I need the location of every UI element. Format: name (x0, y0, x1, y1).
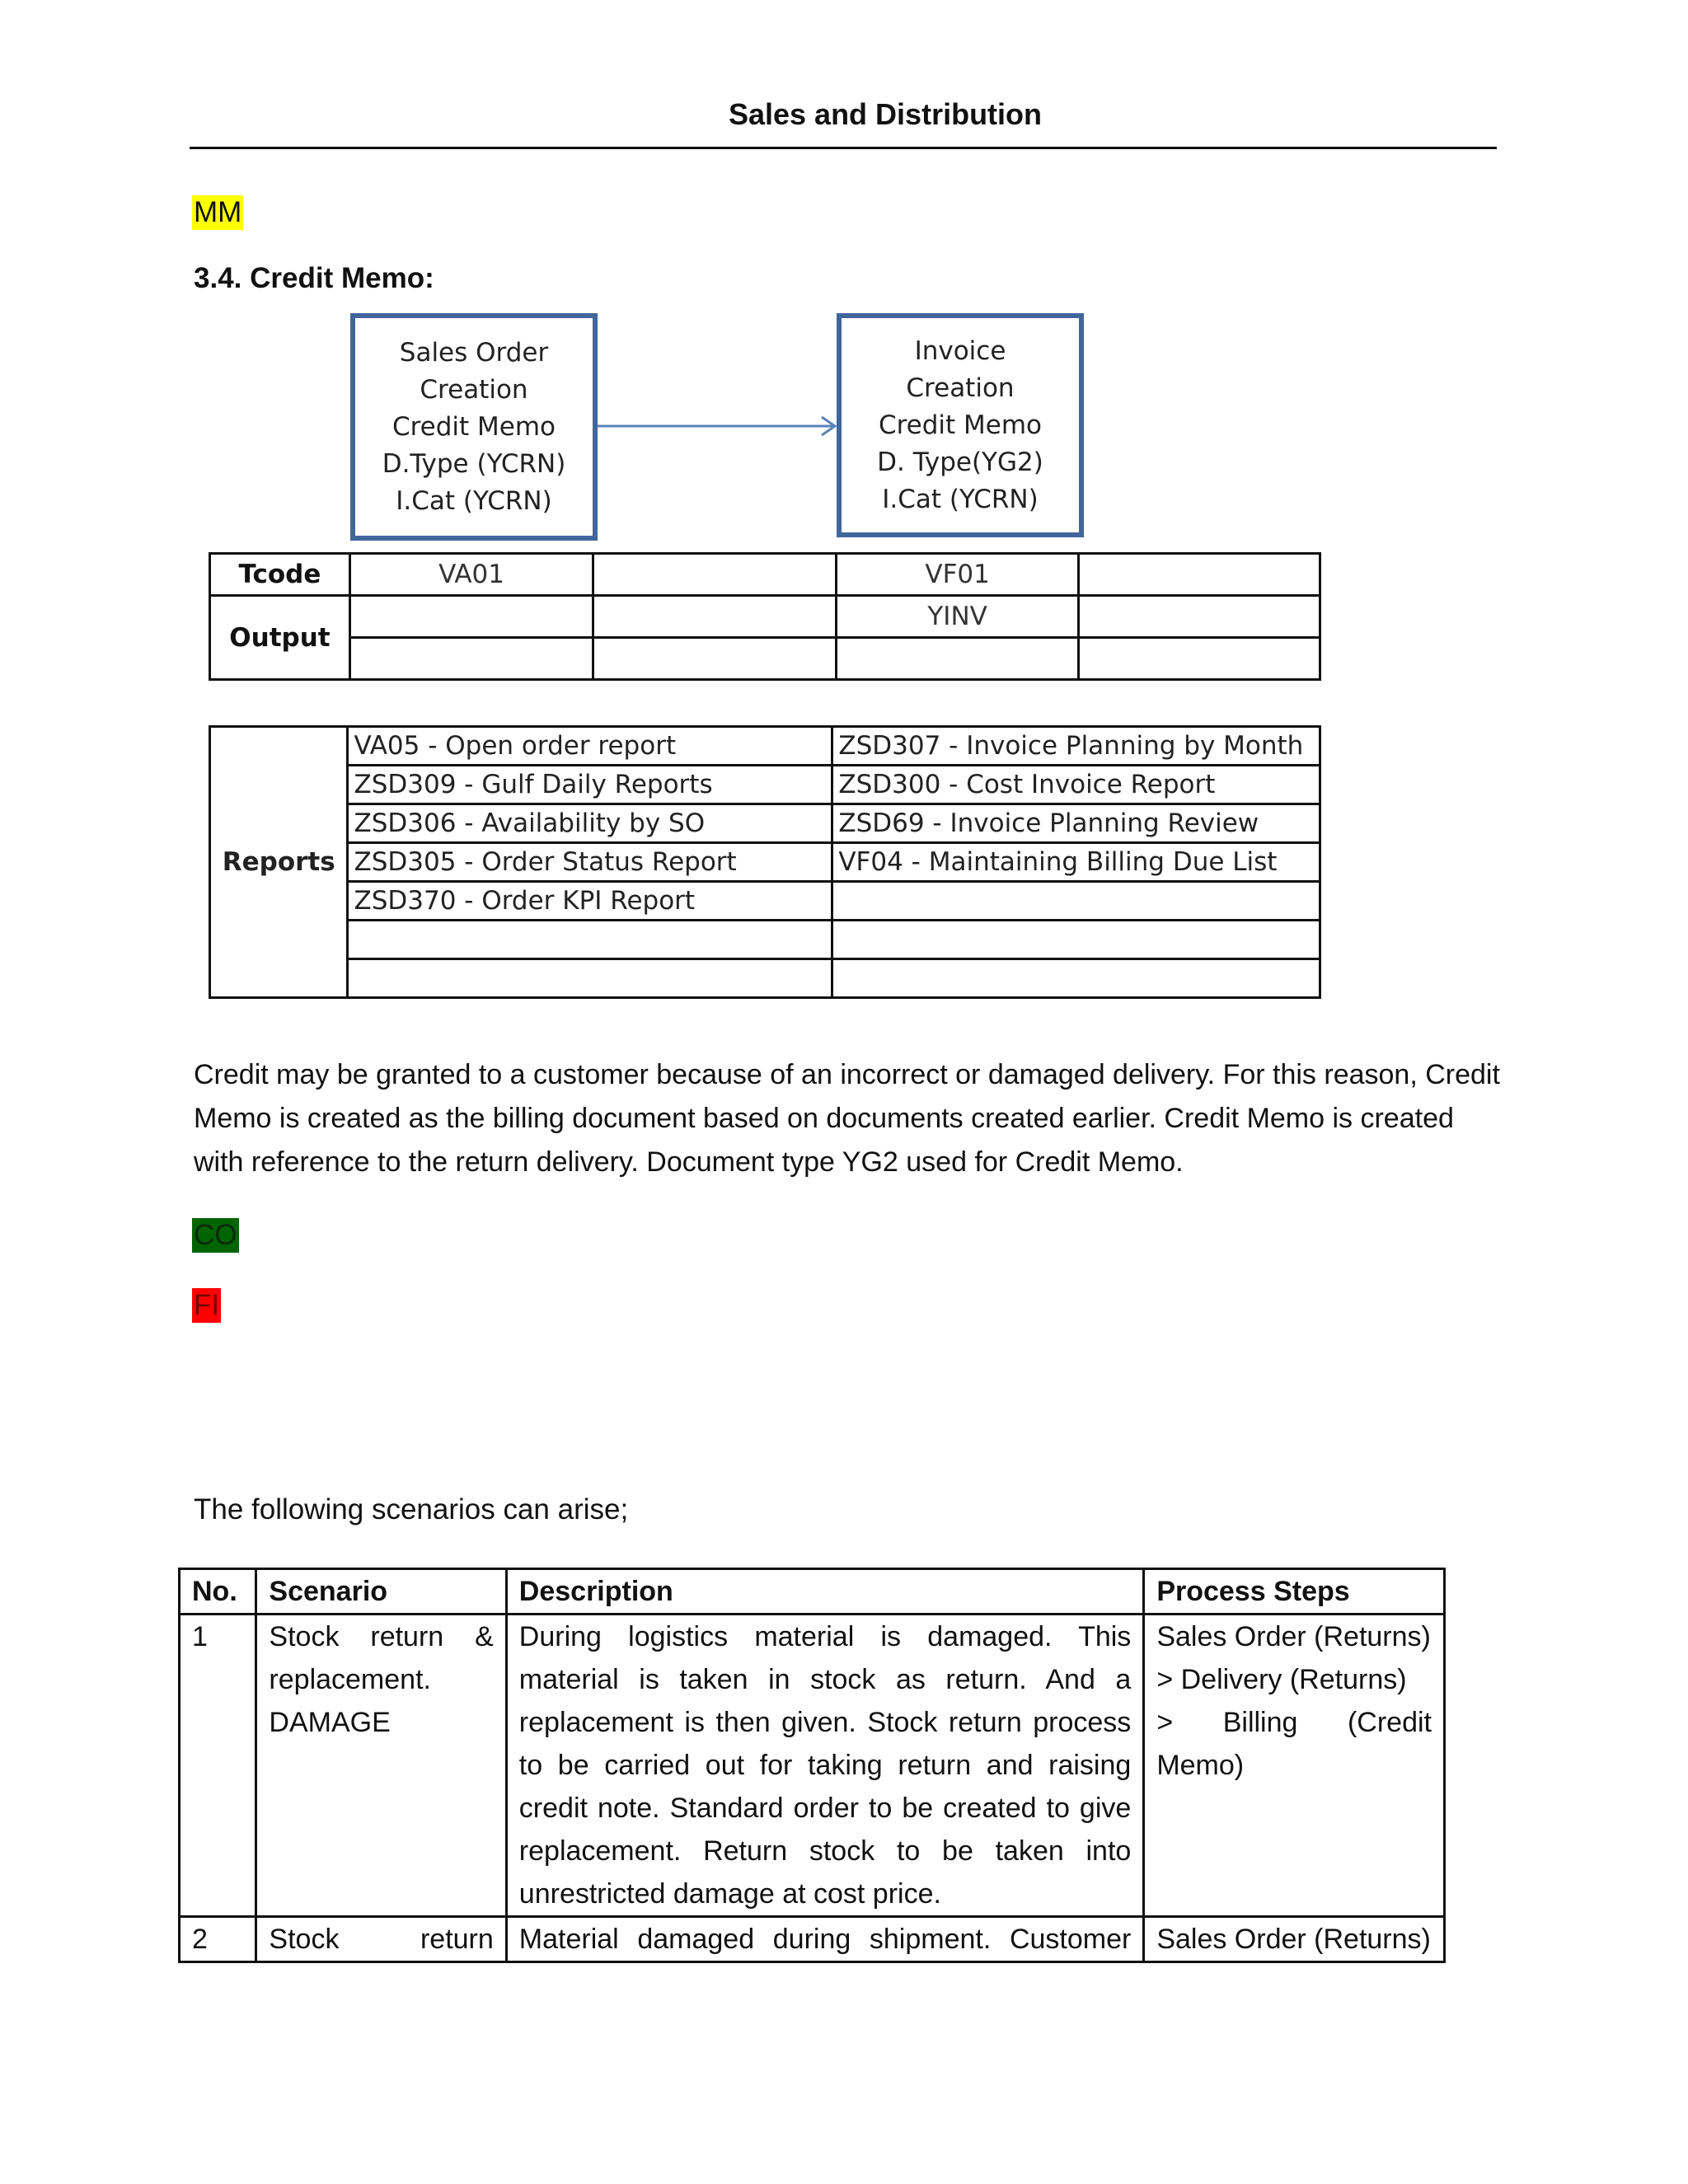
scenarios-table (178, 1568, 1446, 1963)
report-item: ZSD309 - Gulf Daily Reports (348, 766, 832, 804)
scenario-process-steps (1144, 1917, 1445, 1962)
co-highlight-tag: CO (194, 1219, 237, 1251)
tcode-value: VA01 (349, 554, 593, 596)
table-row (210, 959, 1320, 998)
table-row (210, 638, 1320, 680)
scenario-description: During logistics material is damaged. This material is taken in stock as return. And a replacement is then given. Stock return process to be carried out for taking return and raising credit note. Standard order to be created to give replacement. Return stock to be taken into unrestricted damage at cost price. (506, 1615, 1144, 1917)
scenarios-intro: The following scenarios can arise; (194, 1493, 629, 1526)
report-item: ZSD69 - Invoice Planning Review (832, 804, 1320, 843)
column-header-scenario: Scenario (256, 1569, 506, 1615)
report-item: VA05 - Open order report (348, 727, 832, 766)
table-cell (832, 959, 1320, 998)
scenario-description: Material damaged during shipment. Customer (506, 1917, 1144, 1962)
tcode-output-table (209, 552, 1321, 681)
table-cell (349, 638, 593, 680)
table-row (210, 727, 1320, 766)
reports-table (209, 725, 1321, 999)
column-header-process-steps: Process Steps (1144, 1569, 1445, 1615)
reports-label: Reports (210, 727, 348, 998)
scenario-line: Stock return & (269, 1621, 494, 1652)
table-cell (348, 959, 832, 998)
process-step-line: > Billing (Credit (1156, 1707, 1432, 1738)
table-row (180, 1917, 1445, 1962)
flow-box-line: D. Type(YG2) (877, 447, 1043, 477)
flow-box-line: Credit Memo (878, 410, 1043, 440)
table-cell (832, 882, 1320, 921)
table-header-row (180, 1569, 1445, 1615)
sales-order-creation-box (350, 313, 598, 541)
column-header-description: Description (506, 1569, 1144, 1615)
process-step-line: Sales Order (Returns) (1156, 1924, 1431, 1955)
page-header-title: Sales and Distribution (728, 97, 1043, 131)
table-cell (593, 554, 837, 596)
column-header-no: No. (180, 1569, 256, 1615)
table-cell (593, 596, 837, 638)
report-item: ZSD370 - Order KPI Report (348, 882, 832, 921)
mm-highlight-tag: MM (194, 196, 242, 228)
fi-highlight-tag: FI (194, 1289, 220, 1321)
flow-box-line: Sales Order (399, 337, 549, 368)
flow-arrow-icon (598, 414, 838, 438)
invoice-creation-box (837, 313, 1084, 537)
flow-box-line: Creation (906, 373, 1015, 403)
flow-box-line: Invoice (914, 335, 1006, 366)
report-item: ZSD305 - Order Status Report (348, 843, 832, 882)
table-cell (1078, 596, 1320, 638)
table-row (210, 843, 1320, 882)
output-value: YINV (837, 596, 1078, 638)
table-cell (1078, 638, 1320, 680)
flow-box-line: Credit Memo (392, 411, 556, 442)
tcode-label: Tcode (210, 554, 350, 596)
table-row (210, 766, 1320, 804)
report-item: ZSD306 - Availability by SO (348, 804, 832, 843)
table-row (210, 882, 1320, 921)
process-step-line: Memo) (1156, 1750, 1245, 1781)
table-cell (1078, 554, 1320, 596)
report-item: VF04 - Maintaining Billing Due List (832, 843, 1320, 882)
table-cell (837, 638, 1078, 680)
scenario-line: replacement. (269, 1664, 431, 1695)
scenario-process-steps (1144, 1615, 1445, 1917)
flow-box-line: I.Cat (YCRN) (396, 485, 552, 516)
scenario-name (256, 1917, 506, 1962)
header-divider (190, 147, 1497, 149)
table-row (210, 554, 1320, 596)
flow-box-line: Creation (420, 374, 528, 405)
credit-memo-description: Credit may be granted to a customer because of an incorrect or damaged delivery. For this reason, Credit Memo is created as the billing document based on documents created earlier. Credit Memo is created with reference to the return delivery. Document type YG2 used for Credit Memo. (194, 1059, 1500, 1178)
table-row (210, 921, 1320, 959)
table-row (180, 1615, 1445, 1917)
table-row (210, 804, 1320, 843)
scenario-number: 1 (180, 1615, 256, 1917)
scenario-name (256, 1615, 506, 1917)
output-label: Output (210, 596, 350, 680)
flow-box-line: I.Cat (YCRN) (882, 484, 1039, 514)
table-cell (832, 921, 1320, 959)
table-cell (593, 638, 837, 680)
process-step-line: > Delivery (Returns) (1156, 1664, 1407, 1695)
scenario-line: Stock return (269, 1924, 494, 1955)
report-item: ZSD307 - Invoice Planning by Month (832, 727, 1320, 766)
scenario-number: 2 (180, 1917, 256, 1962)
table-cell (348, 921, 832, 959)
process-step-line: Sales Order (Returns) (1156, 1621, 1431, 1652)
table-row (210, 596, 1320, 638)
scenario-line: DAMAGE (269, 1707, 391, 1738)
report-item: ZSD300 - Cost Invoice Report (832, 766, 1320, 804)
flow-box-line: D.Type (YCRN) (382, 448, 566, 479)
tcode-value: VF01 (837, 554, 1078, 596)
table-cell (349, 596, 593, 638)
section-heading: 3.4. Credit Memo: (194, 262, 434, 294)
